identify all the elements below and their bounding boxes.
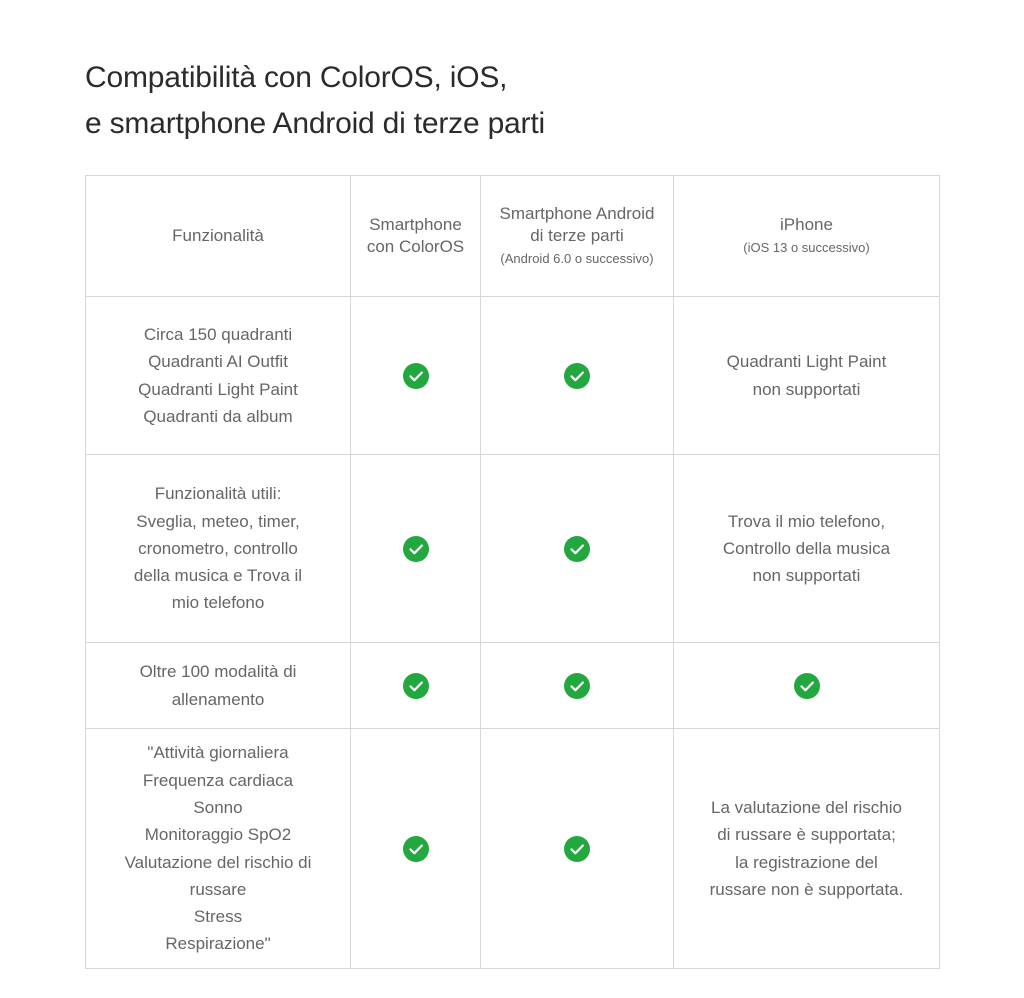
check-icon xyxy=(403,363,429,389)
header-label: di terze parti xyxy=(530,226,624,245)
table-row xyxy=(86,297,940,455)
iphone-note-line: non supportati xyxy=(752,566,861,586)
feature-cell xyxy=(86,297,351,455)
iphone-cell xyxy=(674,455,940,643)
feature-cell xyxy=(86,455,351,643)
check-icon xyxy=(564,363,590,389)
header-iphone xyxy=(674,176,940,297)
iphone-note-line: non supportati xyxy=(752,379,861,399)
iphone-note-line: la registrazione del xyxy=(735,852,878,872)
android-cell xyxy=(481,297,674,455)
header-label: iPhone xyxy=(780,215,833,234)
header-sublabel: (iOS 13 o successivo) xyxy=(743,240,870,255)
feature-line: Sveglia, meteo, timer, xyxy=(136,511,300,531)
header-sublabel: (Android 6.0 o successivo) xyxy=(500,251,654,266)
feature-line: "Attività giornaliera xyxy=(147,743,289,763)
iphone-note-line: di russare è supportata; xyxy=(717,825,896,845)
feature-line: Quadranti Light Paint xyxy=(138,379,298,399)
header-label: con ColorOS xyxy=(366,237,465,256)
check-icon xyxy=(403,536,429,562)
feature-line: Funzionalità utili: xyxy=(154,484,282,504)
iphone-cell xyxy=(674,297,940,455)
iphone-note-line: russare non è supportata. xyxy=(709,879,904,899)
android-cell xyxy=(481,729,674,969)
feature-line: Quadranti da album xyxy=(143,406,293,426)
table-row xyxy=(86,643,940,729)
coloros-cell xyxy=(351,729,481,969)
check-icon xyxy=(794,673,820,699)
header-label: Funzionalità xyxy=(172,226,264,245)
compatibility-table xyxy=(85,175,940,969)
table-row xyxy=(86,455,940,643)
feature-line: Sonno xyxy=(193,797,243,817)
coloros-cell xyxy=(351,455,481,643)
feature-line: Stress xyxy=(193,907,243,927)
feature-line: della musica e Trova il xyxy=(133,566,303,586)
iphone-note-line: Controllo della musica xyxy=(722,538,891,558)
feature-cell xyxy=(86,729,351,969)
header-android xyxy=(481,176,674,297)
header-label: Smartphone Android xyxy=(499,204,655,223)
feature-line: russare xyxy=(189,879,247,899)
feature-line: allenamento xyxy=(171,689,265,709)
page-title xyxy=(85,55,545,147)
iphone-note-line: La valutazione del rischio xyxy=(711,797,902,817)
header-label: Smartphone xyxy=(369,215,462,234)
table-row xyxy=(86,729,940,969)
check-icon xyxy=(403,673,429,699)
page-title-line: Compatibilità con ColorOS, iOS, xyxy=(85,61,508,94)
header-feature xyxy=(86,176,351,297)
iphone-note-line: Quadranti Light Paint xyxy=(726,352,887,372)
feature-line: Quadranti AI Outfit xyxy=(148,352,288,372)
feature-line: Circa 150 quadranti xyxy=(143,324,293,344)
feature-line: Oltre 100 modalità di xyxy=(139,662,297,682)
feature-line: Respirazione" xyxy=(165,934,271,954)
iphone-cell xyxy=(674,643,940,729)
feature-line: cronometro, controllo xyxy=(138,538,298,558)
feature-line: Monitoraggio SpO2 xyxy=(144,825,292,845)
feature-line: Valutazione del rischio di xyxy=(124,852,312,872)
feature-cell xyxy=(86,643,351,729)
coloros-cell xyxy=(351,297,481,455)
check-icon xyxy=(564,673,590,699)
table-header-row xyxy=(86,176,940,297)
check-icon xyxy=(403,836,429,862)
header-coloros xyxy=(351,176,481,297)
iphone-cell xyxy=(674,729,940,969)
feature-line: Frequenza cardiaca xyxy=(142,770,294,790)
check-icon xyxy=(564,836,590,862)
android-cell xyxy=(481,455,674,643)
android-cell xyxy=(481,643,674,729)
page-title-line: e smartphone Android di terze parti xyxy=(85,107,545,140)
coloros-cell xyxy=(351,643,481,729)
iphone-note-line: Trova il mio telefono, xyxy=(727,511,886,531)
check-icon xyxy=(564,536,590,562)
feature-line: mio telefono xyxy=(171,593,265,613)
